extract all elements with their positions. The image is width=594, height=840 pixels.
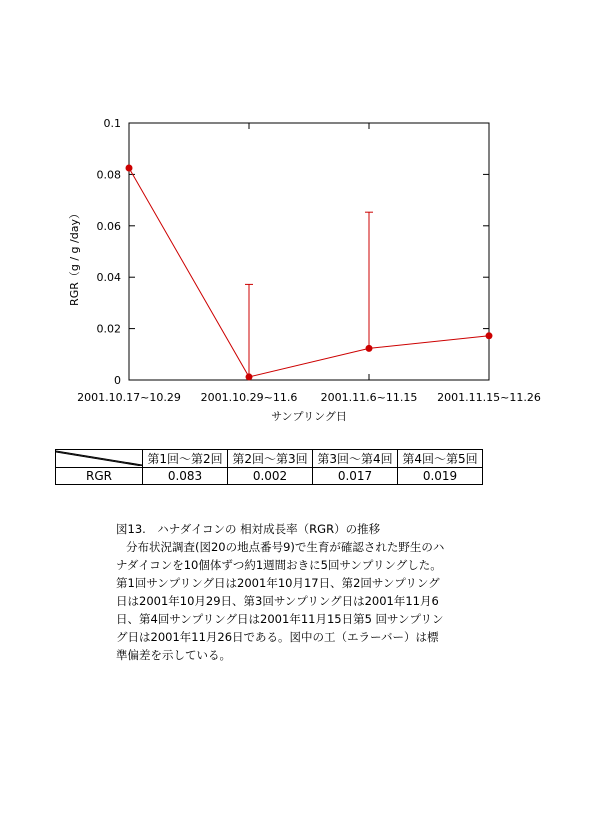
table-corner-cell <box>56 450 143 468</box>
series-line <box>129 168 489 377</box>
table-header-row <box>56 450 483 468</box>
y-tick-label: 0 <box>114 374 121 387</box>
figure-caption <box>116 520 446 664</box>
data-point <box>486 332 493 339</box>
caption-title: 図13. ハナダイコンの 相対成長率（RGR）の推移 <box>116 522 381 536</box>
y-tick-label: 0.08 <box>96 168 121 182</box>
table-cell-1: 0.083 <box>143 468 228 485</box>
x-tick-label: 2001.11.6~11.15 <box>320 391 418 404</box>
table-cell-2: 0.002 <box>228 468 313 485</box>
y-tick-label: 0.06 <box>96 219 121 233</box>
x-axis-label: サンプリング日 <box>271 410 347 423</box>
data-point <box>126 164 133 171</box>
y-tick-label: 0.04 <box>96 271 121 285</box>
y-tick-label: 0.02 <box>96 322 121 336</box>
table-header-2: 第2回～第3回 <box>228 450 313 468</box>
table-cell-4: 0.019 <box>398 468 483 485</box>
rgr-series <box>126 164 493 380</box>
x-tick-label: 2001.11.15~11.26 <box>437 391 541 404</box>
y-tick-label: 0.1 <box>103 117 121 130</box>
rgr-table <box>55 449 483 485</box>
x-tick-label: 2001.10.17~10.29 <box>77 391 181 404</box>
x-axis-ticks <box>77 123 541 404</box>
table-header-3: 第3回～第4回 <box>313 450 398 468</box>
table-header-1: 第1回～第2回 <box>143 450 228 468</box>
x-tick-label: 2001.10.29~11.6 <box>200 391 298 404</box>
caption-body: 分布状況調査(図20の地点番号9)で生育が確認された野生のハナダイコンを10個体ずつ約1週間おきに5回サンプリングした。第1回サンプリング日は2001年10月17日、第2回サンプリング日は2001年10月29日、第3回サンプリング日は2001年11月6日、第4回サンプリング日は2001年11月15日第5 回サンプリング日は2001年11月26日である。図中の工（エラーバー）は標準偏差を示している。 <box>116 540 445 662</box>
table-header-4: 第4回～第5回 <box>398 450 483 468</box>
data-point <box>246 373 253 380</box>
table-row-label: RGR <box>56 468 143 485</box>
data-point <box>366 345 373 352</box>
y-axis-label: RGR（g / g /day） <box>68 208 81 306</box>
diagonal-line <box>56 450 142 466</box>
y-axis-ticks <box>97 117 490 387</box>
table-row <box>56 468 483 485</box>
table-cell-3: 0.017 <box>313 468 398 485</box>
